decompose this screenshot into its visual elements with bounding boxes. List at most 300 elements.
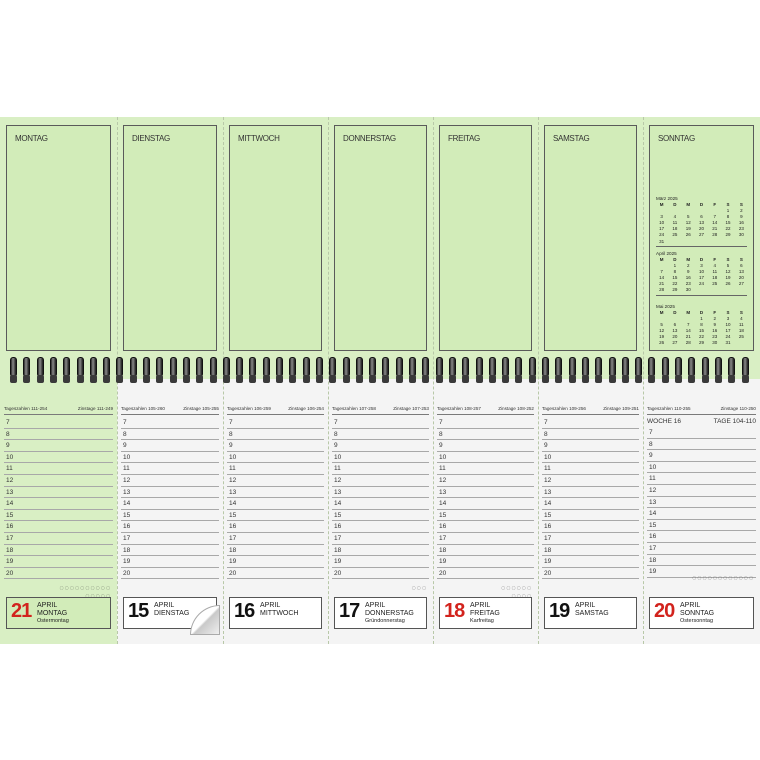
hour-line[interactable]: 9 [437, 440, 534, 452]
hour-line[interactable]: 19 [332, 556, 429, 568]
hour-line[interactable]: 13 [647, 497, 756, 509]
weekday-head: D [673, 257, 677, 262]
hour-line[interactable]: 20 [542, 568, 639, 580]
hour-line[interactable]: 15 [227, 510, 324, 522]
weekday-head: S [726, 257, 730, 262]
hour-line[interactable]: 17 [647, 543, 756, 555]
spiral-ring-icon [715, 357, 722, 377]
weekday-head: D [673, 202, 677, 207]
hour-line[interactable]: 9 [121, 440, 219, 452]
punch-hole-icon [23, 375, 30, 383]
calendar-day: 6 [700, 214, 703, 220]
spiral-ring-icon [369, 357, 376, 377]
hour-line[interactable]: 10 [332, 452, 429, 464]
calendar-day [736, 239, 747, 245]
zinstage-label: Zinstage 110-250 [720, 406, 756, 411]
notes-box[interactable] [229, 125, 322, 351]
hour-line[interactable]: 18 [4, 545, 113, 557]
moon-phase-icons: ◌◌◌◌◌◌ [501, 585, 532, 592]
hour-line[interactable]: 17 [121, 533, 219, 545]
tageszahlen-label: Tageszahlen 111-254 [4, 406, 48, 411]
zinstage-label: Zinstage 107-253 [393, 406, 429, 411]
punch-hole-icon [635, 375, 642, 383]
moon-phase-icons: ◌◌◌ [411, 585, 427, 592]
day-notes-freitag[interactable] [433, 117, 538, 367]
weekday-name: SONNTAG [680, 610, 715, 617]
hour-line[interactable]: 14 [647, 508, 756, 520]
punch-hole-icon [236, 375, 243, 383]
calendar-day: 20 [672, 334, 678, 340]
calendar-day: 26 [659, 340, 665, 346]
calendar-day: 30 [712, 340, 718, 346]
hour-line[interactable]: 20 [4, 568, 113, 580]
hour-line[interactable]: 17 [542, 533, 639, 545]
hour-line[interactable]: 20 [121, 568, 219, 580]
day-page-sonntag[interactable] [643, 379, 760, 644]
hour-line[interactable]: 8 [332, 429, 429, 441]
day-notes-sonntag[interactable] [643, 117, 760, 367]
spiral-ring-icon [609, 357, 616, 377]
day-counters [647, 403, 756, 415]
day-name: DIENSTAG [132, 134, 170, 143]
hour-line[interactable]: 15 [4, 510, 113, 522]
hour-line[interactable]: 9 [227, 440, 324, 452]
hour-line[interactable]: 16 [332, 521, 429, 533]
day-page-freitag[interactable] [433, 379, 538, 644]
calendar-day: 14 [685, 328, 691, 334]
calendar-day: 15 [698, 328, 704, 334]
calendar-day: 21 [659, 281, 665, 287]
hour-line[interactable]: 20 [437, 568, 534, 580]
hour-line[interactable]: 18 [227, 545, 324, 557]
weekday-head: S [739, 310, 743, 315]
calendar-day: 27 [672, 340, 678, 346]
hour-line[interactable]: 7 [542, 417, 639, 429]
calendar-day: 28 [659, 287, 665, 293]
day-page-dienstag[interactable] [117, 379, 223, 644]
holiday-name: Ostersonntag [680, 618, 714, 624]
hour-line[interactable]: 9 [647, 450, 756, 462]
hour-line[interactable]: 16 [227, 521, 324, 533]
punch-hole-icon [569, 375, 576, 383]
punch-hole-icon [542, 375, 549, 383]
calendar-day [656, 316, 667, 322]
calendar-day: 29 [672, 287, 678, 293]
spiral-ring-icon [289, 357, 296, 377]
hour-line[interactable]: 12 [437, 475, 534, 487]
day-page-samstag[interactable] [538, 379, 643, 644]
hour-line[interactable]: 19 [647, 566, 756, 578]
punch-hole-icon [210, 375, 217, 383]
hour-line[interactable]: 10 [4, 452, 113, 464]
punch-hole-icon [436, 375, 443, 383]
day-page-mittwoch[interactable] [223, 379, 328, 644]
calendar-day: 8 [700, 322, 703, 328]
notes-box[interactable] [123, 125, 217, 351]
hour-line[interactable]: 13 [4, 487, 113, 499]
punch-hole-icon [462, 375, 469, 383]
hour-line[interactable]: 13 [332, 487, 429, 499]
weekday-name: DIENSTAG [154, 610, 190, 617]
hour-line[interactable]: 14 [4, 498, 113, 510]
hour-line[interactable]: 11 [121, 463, 219, 475]
hour-line[interactable]: 9 [332, 440, 429, 452]
calendar-day: 12 [685, 220, 691, 226]
spiral-ring-icon [648, 357, 655, 377]
month-name: APRIL [37, 602, 58, 609]
punch-hole-icon [143, 375, 150, 383]
hour-line[interactable]: 17 [437, 533, 534, 545]
calendar-day [656, 263, 667, 269]
hour-line[interactable]: 7 [121, 417, 219, 429]
calendar-day: 15 [672, 275, 678, 281]
hour-line[interactable]: 7 [437, 417, 534, 429]
hour-line[interactable]: 11 [332, 463, 429, 475]
hour-line[interactable]: 12 [227, 475, 324, 487]
hour-line[interactable]: 15 [542, 510, 639, 522]
month-weekday [365, 602, 414, 618]
calendar-day: 6 [740, 263, 743, 269]
calendar-day: 12 [659, 328, 665, 334]
hour-line[interactable]: 18 [121, 545, 219, 557]
hour-line[interactable]: 12 [647, 485, 756, 497]
hour-line[interactable]: 8 [437, 429, 534, 441]
spiral-ring-icon [316, 357, 323, 377]
spiral-ring-icon [90, 357, 97, 377]
hour-line[interactable]: 14 [437, 498, 534, 510]
day-number: 15 [128, 600, 149, 622]
week-days: TAGE 104-110 [713, 417, 756, 425]
hour-line[interactable]: 10 [542, 452, 639, 464]
calendar-day: 18 [712, 275, 718, 281]
spiral-ring-icon [728, 357, 735, 377]
day-notes-dienstag[interactable] [117, 117, 223, 367]
hour-line[interactable]: 7 [647, 427, 756, 439]
calendar-day: 18 [672, 226, 678, 232]
spiral-ring-icon [635, 357, 642, 377]
date-box [649, 597, 754, 629]
calendar-day: 28 [712, 232, 718, 238]
hour-line[interactable]: 7 [4, 417, 113, 429]
calendar-day [656, 208, 667, 214]
calendar-day: 9 [686, 269, 690, 275]
calendar-day: 22 [698, 334, 704, 340]
calendar-day [736, 340, 747, 346]
calendar-day: 11 [712, 269, 718, 275]
calendar-day: 5 [686, 214, 690, 220]
tageszahlen-label: Tageszahlen 108-257 [437, 406, 481, 411]
spiral-ring-icon [343, 357, 350, 377]
hour-line[interactable]: 8 [4, 429, 113, 441]
hour-lines [227, 417, 324, 579]
spiral-ring-icon [622, 357, 629, 377]
spiral-ring-icon [37, 357, 44, 377]
spiral-ring-icon [50, 357, 57, 377]
punch-hole-icon [63, 375, 70, 383]
punch-hole-icon [356, 375, 363, 383]
calendar-day: 6 [673, 322, 677, 328]
day-number: 19 [549, 600, 570, 622]
day-notes-samstag[interactable] [538, 117, 643, 367]
date-box [229, 597, 322, 629]
mini-calendar [656, 304, 747, 346]
day-name: SONNTAG [658, 134, 695, 143]
calendar-day: 7 [660, 269, 663, 275]
hour-line[interactable]: 7 [332, 417, 429, 429]
spiral-ring-icon [156, 357, 163, 377]
spiral-ring-icon [329, 357, 336, 377]
calendar-day: 13 [698, 220, 704, 226]
spiral-ring-icon [555, 357, 562, 377]
punch-hole-icon [276, 375, 283, 383]
hour-line[interactable]: 7 [227, 417, 324, 429]
hour-line[interactable]: 9 [4, 440, 113, 452]
hour-line[interactable]: 16 [121, 521, 219, 533]
calendar-day: 1 [673, 263, 677, 269]
spiral-ring-icon [382, 357, 389, 377]
spiral-ring-icon [63, 357, 70, 377]
hour-line[interactable]: 19 [227, 556, 324, 568]
calendar-day: 3 [700, 263, 703, 269]
calendar-day: 25 [712, 281, 718, 287]
hour-line[interactable]: 10 [437, 452, 534, 464]
spiral-ring-icon [356, 357, 363, 377]
spiral-ring-icon [303, 357, 310, 377]
mini-calendar-divider [656, 295, 747, 296]
hour-line[interactable]: 10 [647, 462, 756, 474]
hour-line[interactable]: 14 [121, 498, 219, 510]
punch-hole-icon [249, 375, 256, 383]
calendar-day [722, 239, 733, 245]
spiral-ring-icon [103, 357, 110, 377]
punch-hole-icon [702, 375, 709, 383]
day-counters [332, 403, 429, 415]
hour-line[interactable]: 16 [4, 521, 113, 533]
hour-line[interactable]: 11 [542, 463, 639, 475]
hour-line[interactable]: 12 [542, 475, 639, 487]
hour-line[interactable]: 16 [647, 531, 756, 543]
hour-line[interactable]: 17 [332, 533, 429, 545]
punch-hole-icon [728, 375, 735, 383]
day-number: 17 [339, 600, 360, 622]
weekday-head: S [739, 257, 743, 262]
hour-line[interactable]: 12 [332, 475, 429, 487]
calendar-day: 8 [726, 214, 730, 220]
spiral-ring-icon [77, 357, 84, 377]
calendar-day [722, 287, 733, 293]
weekday-head: M [686, 202, 691, 207]
hour-line[interactable]: 15 [121, 510, 219, 522]
punch-hole-icon [196, 375, 203, 383]
hour-line[interactable]: 8 [121, 429, 219, 441]
hour-line[interactable]: 9 [542, 440, 639, 452]
hour-line[interactable]: 15 [332, 510, 429, 522]
hour-line[interactable]: 13 [542, 487, 639, 499]
hour-line[interactable]: 20 [227, 568, 324, 580]
calendar-day: 27 [738, 281, 744, 287]
punch-hole-icon [502, 375, 509, 383]
punch-hole-icon [675, 375, 682, 383]
hour-line[interactable]: 11 [647, 473, 756, 485]
punch-hole-icon [555, 375, 562, 383]
hour-line[interactable]: 11 [4, 463, 113, 475]
spiral-ring-icon [422, 357, 429, 377]
hour-line[interactable]: 8 [647, 439, 756, 451]
hour-line[interactable]: 14 [227, 498, 324, 510]
hour-line[interactable]: 17 [4, 533, 113, 545]
calendar-day: 19 [659, 334, 665, 340]
day-notes-montag[interactable] [0, 117, 117, 367]
day-name: MONTAG [15, 134, 48, 143]
mini-calendar-divider [656, 246, 747, 247]
weekday-head: S [726, 310, 730, 315]
day-name: SAMSTAG [553, 134, 590, 143]
day-page-donnerstag[interactable] [328, 379, 433, 644]
weekday-head: M [686, 257, 691, 262]
calendar-day: 31 [659, 238, 665, 244]
hour-line[interactable]: 13 [437, 487, 534, 499]
day-counters [542, 403, 639, 415]
hour-line[interactable]: 12 [4, 475, 113, 487]
hour-line[interactable]: 10 [227, 452, 324, 464]
mini-calendar-grid [656, 202, 747, 244]
day-notes-donnerstag[interactable] [328, 117, 433, 367]
calendar-day: 11 [739, 322, 744, 328]
calendar-day: 18 [738, 328, 744, 334]
week-number: WOCHE 16 [647, 417, 681, 425]
hour-lines [542, 417, 639, 579]
day-notes-mittwoch[interactable] [223, 117, 328, 367]
week-info [647, 415, 756, 427]
calendar-day [683, 208, 694, 214]
punch-hole-icon [77, 375, 84, 383]
notes-box[interactable] [544, 125, 637, 351]
hour-line[interactable]: 11 [437, 463, 534, 475]
hour-line[interactable]: 14 [332, 498, 429, 510]
date-box [544, 597, 637, 629]
punch-hole-icon [103, 375, 110, 383]
month-weekday [37, 602, 67, 618]
tageszahlen-label: Tageszahlen 110-255 [647, 406, 691, 411]
calendar-day: 17 [725, 328, 731, 334]
hour-line[interactable]: 19 [437, 556, 534, 568]
spiral-ring-icon [476, 357, 483, 377]
month-name: APRIL [470, 602, 491, 609]
holiday-name: Ostermontag [37, 618, 69, 624]
punch-hole-icon [223, 375, 230, 383]
hour-line[interactable]: 14 [542, 498, 639, 510]
weekday-head: M [659, 202, 664, 207]
hour-line[interactable]: 15 [437, 510, 534, 522]
zinstage-label: Zinstage 105-255 [183, 406, 219, 411]
spiral-ring-icon [742, 357, 749, 377]
calendar-day: 24 [725, 334, 731, 340]
hour-line[interactable]: 15 [647, 520, 756, 532]
calendar-day: 14 [659, 275, 665, 281]
notes-box[interactable] [334, 125, 427, 351]
hour-line[interactable]: 10 [121, 452, 219, 464]
calendar-day: 4 [713, 263, 717, 269]
month-weekday [154, 602, 189, 618]
calendar-day: 17 [659, 226, 665, 232]
punch-hole-icon [10, 375, 17, 383]
weekday-head: M [659, 310, 664, 315]
mini-calendar-title: Mai 2025 [656, 304, 675, 309]
weekday-name: MITTWOCH [260, 610, 299, 617]
calendar-day: 24 [698, 281, 704, 287]
month-weekday [260, 602, 299, 618]
hour-lines [647, 427, 756, 578]
calendar-day: 23 [738, 226, 744, 232]
spiral-binding [0, 353, 760, 393]
weekday-head: D [699, 202, 704, 207]
hour-line[interactable]: 16 [542, 521, 639, 533]
hour-line[interactable]: 19 [121, 556, 219, 568]
calendar-day: 5 [726, 263, 730, 269]
hour-line[interactable]: 8 [542, 429, 639, 441]
hour-line[interactable]: 13 [227, 487, 324, 499]
hour-line[interactable]: 18 [332, 545, 429, 557]
hour-line[interactable]: 8 [227, 429, 324, 441]
punch-hole-icon [170, 375, 177, 383]
weekday-head: D [673, 310, 677, 315]
hour-line[interactable]: 18 [542, 545, 639, 557]
punch-hole-icon [648, 375, 655, 383]
calendar-day: 21 [712, 226, 718, 232]
zinstage-label: Zinstage 109-251 [603, 406, 639, 411]
hour-line[interactable]: 12 [121, 475, 219, 487]
calendar-day: 1 [726, 208, 730, 214]
spiral-ring-icon [662, 357, 669, 377]
calendar-day: 27 [698, 232, 704, 238]
hour-line[interactable]: 19 [4, 556, 113, 568]
punch-hole-icon [449, 375, 456, 383]
hour-line[interactable]: 18 [437, 545, 534, 557]
calendar-day: 2 [713, 316, 717, 322]
holiday-name: Karfreitag [470, 618, 494, 624]
punch-hole-icon [409, 375, 416, 383]
hour-line[interactable]: 16 [437, 521, 534, 533]
calendar-day: 28 [685, 340, 691, 346]
weekday-head: S [739, 202, 743, 207]
calendar-day: 29 [698, 340, 704, 346]
punch-hole-icon [50, 375, 57, 383]
punch-hole-icon [662, 375, 669, 383]
day-page-montag[interactable] [0, 379, 117, 644]
punch-hole-icon [742, 375, 749, 383]
notes-box[interactable] [439, 125, 532, 351]
zinstage-label: Zinstage 111-249 [77, 406, 113, 411]
hour-line[interactable]: 18 [647, 555, 756, 567]
calendar-day: 21 [685, 334, 691, 340]
notes-box[interactable] [6, 125, 111, 351]
punch-hole-icon [715, 375, 722, 383]
spiral-ring-icon [10, 357, 17, 377]
calendar-day: 25 [672, 232, 678, 238]
calendar-day: 16 [712, 328, 718, 334]
calendar-day: 4 [740, 316, 743, 322]
spiral-ring-icon [276, 357, 283, 377]
punch-hole-icon [156, 375, 163, 383]
spiral-ring-icon [249, 357, 256, 377]
hour-line[interactable]: 11 [227, 463, 324, 475]
hour-line[interactable]: 20 [332, 568, 429, 580]
hour-line[interactable]: 17 [227, 533, 324, 545]
hour-line[interactable]: 19 [542, 556, 639, 568]
notes-box[interactable] [649, 125, 754, 351]
hour-line[interactable]: 13 [121, 487, 219, 499]
weekday-name: SAMSTAG [575, 610, 609, 617]
